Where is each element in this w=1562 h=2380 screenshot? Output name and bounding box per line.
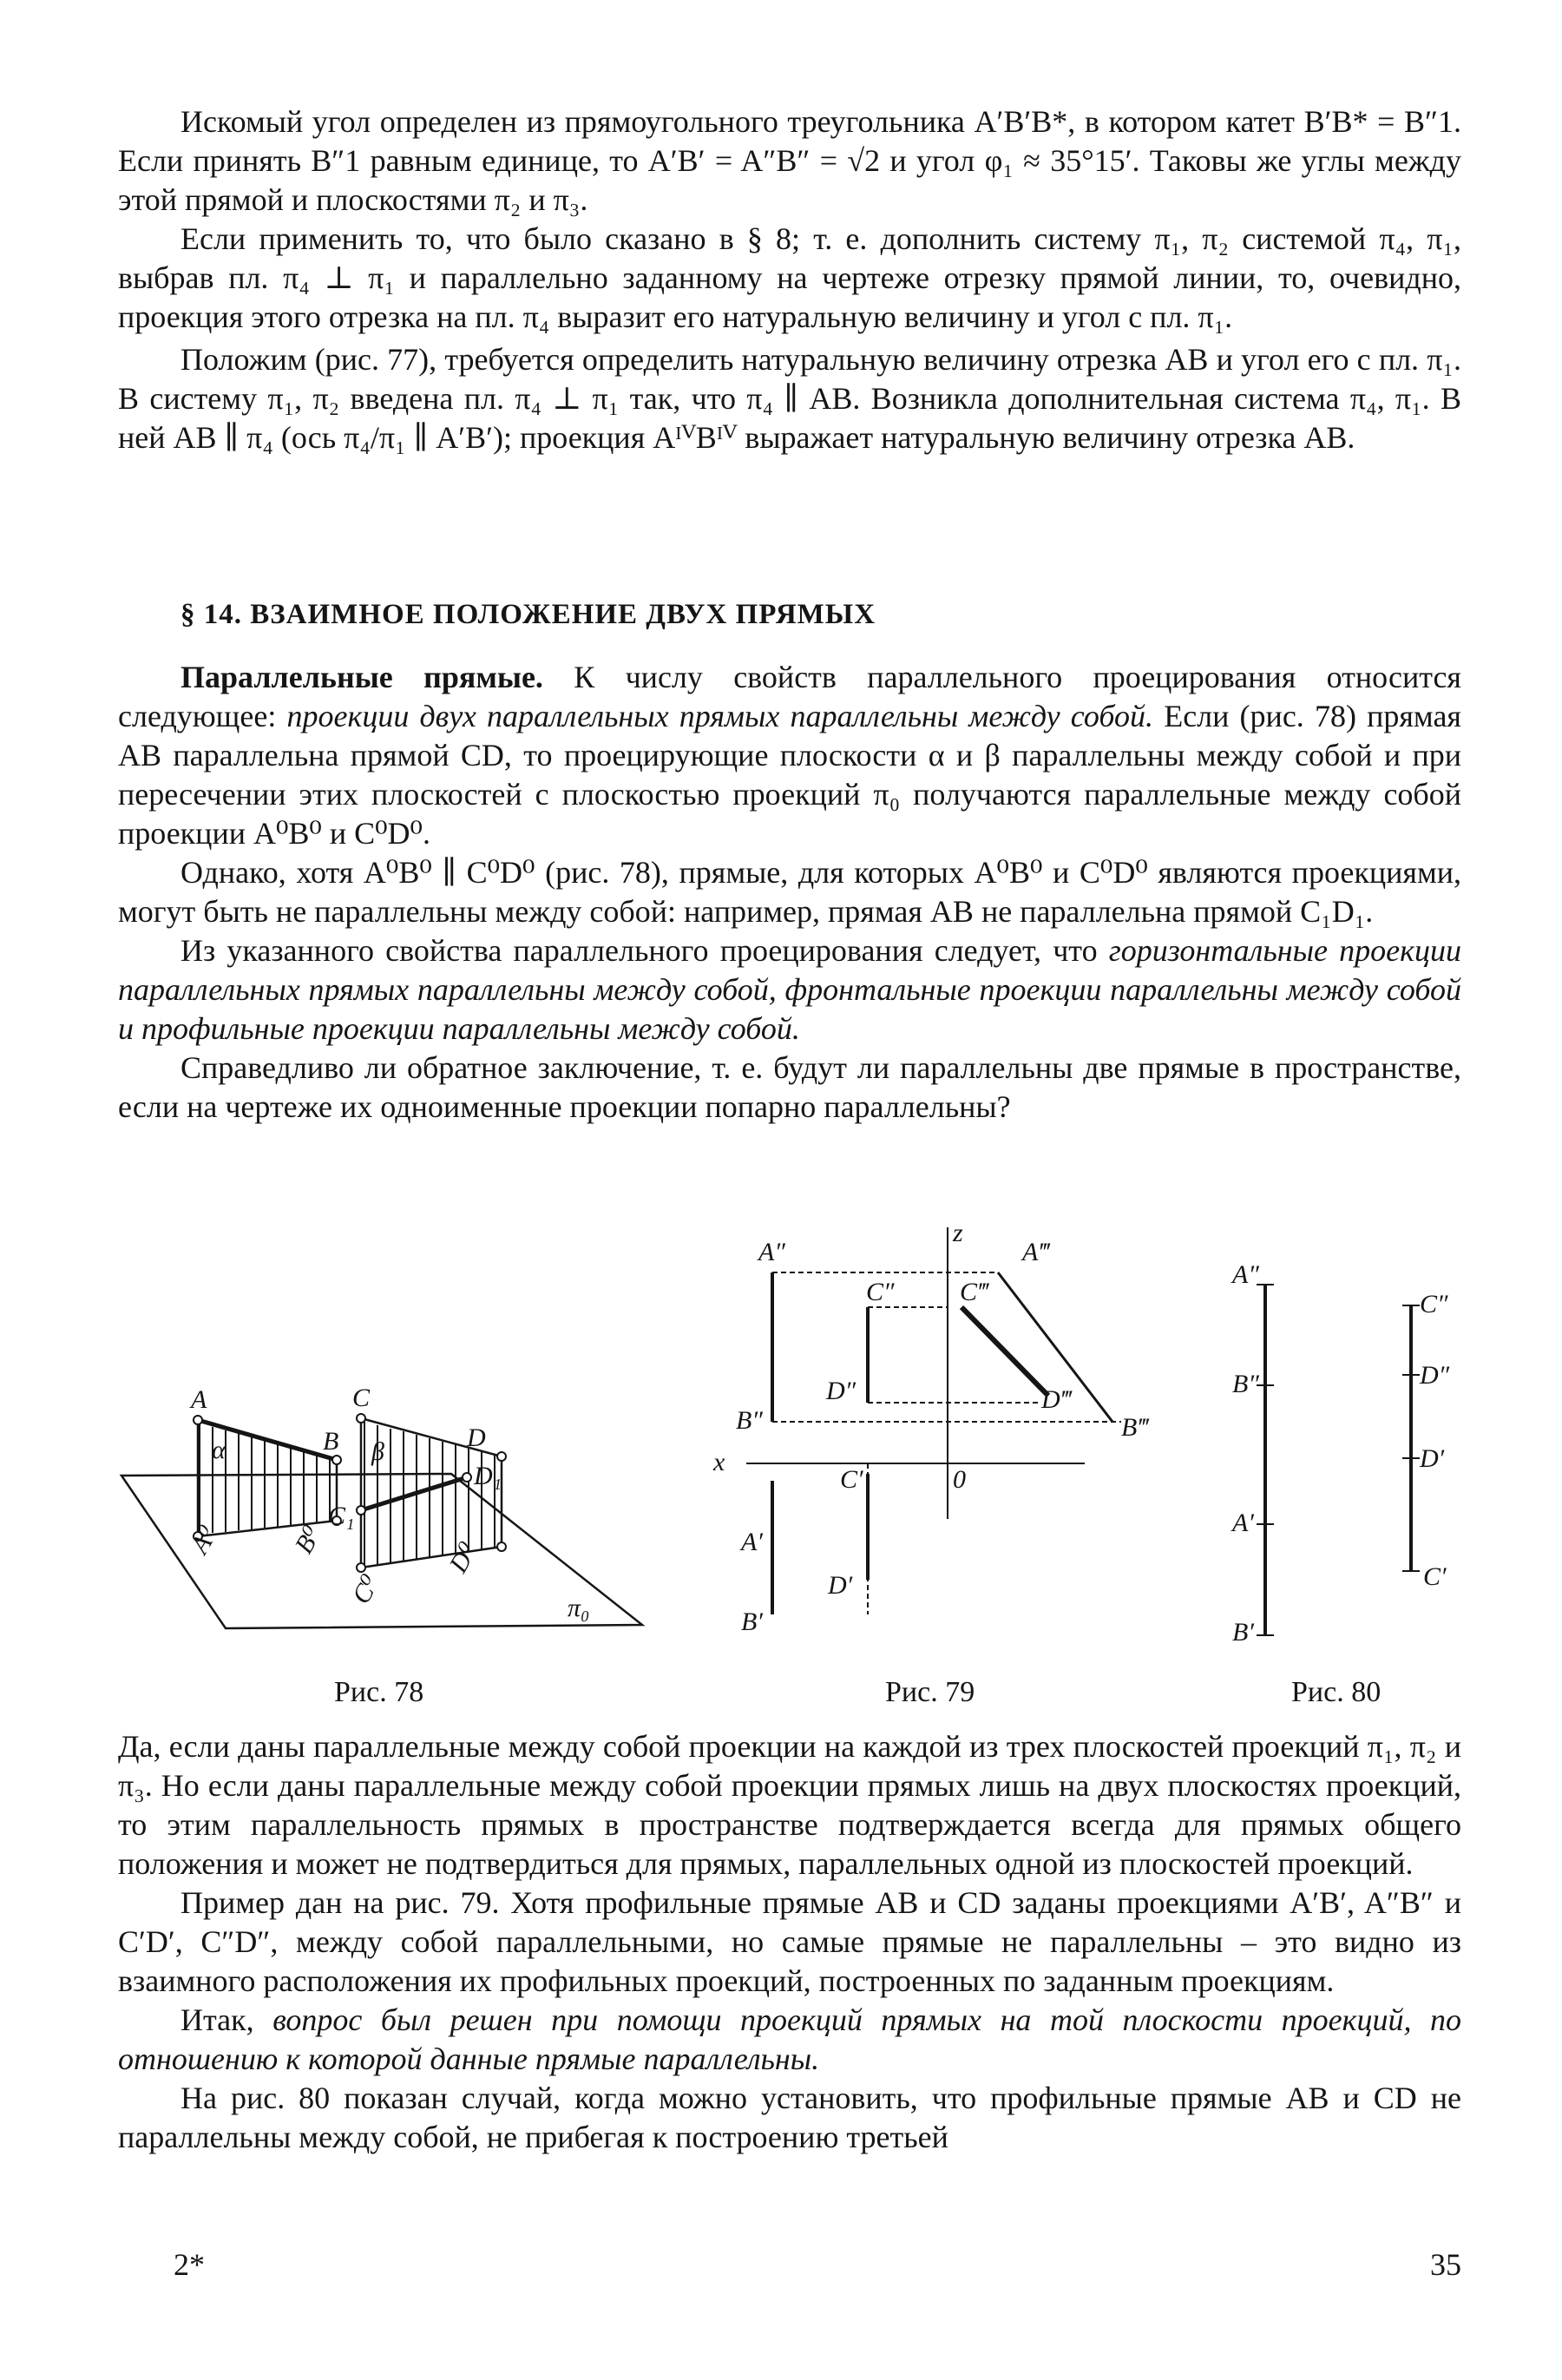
point-d: [497, 1452, 506, 1461]
label-c2: C″: [1420, 1290, 1448, 1318]
label-origin: 0: [953, 1465, 966, 1494]
point-d0: [497, 1542, 506, 1551]
label-c: C: [352, 1384, 371, 1412]
paragraph-8: Да, если даны параллельные между собой проекции на каждой из трех плоскостей проекций π₁, π₂ и π₃. Но если даны параллельные между собой проекции прямых лишь на двух плоскостях проекций, то этим параллельность прямых в пространстве подтверждается всегда для прямых общего положения и может не подтвердиться для прямых, параллельных одной из плоскостей проекций.: [118, 1729, 1461, 1881]
label-c1: C₁: [328, 1502, 355, 1530]
figure-78: [104, 1354, 660, 1719]
paragraph-4: [118, 658, 1461, 853]
paragraph-2: Если применить то, что было сказано в § 8; т. е. дополнить систему π₁, π₂ системой π₄, π₁, выбрав пл. π₄ ⊥ π₁ и параллельно заданному на чертеже отрезку прямой линии, то, очевидно, проекция этого отрезка на пл. π₄ выразит его натуральную величину и угол с пл. π₁.: [118, 221, 1461, 334]
paragraph-6-a: Из указанного свойства параллельного проецирования следует, что: [180, 933, 1109, 968]
figure-79: [703, 1215, 1189, 1719]
paragraph-9: Пример дан на рис. 79. Хотя профильные прямые AB и CD заданы проекциями A′B′, A″B″ и C′D′, C″D″, между собой параллельными, но самые прямые не параллельны – это видно из взаимного расположения их профильных проекций, построенных по заданным проекциям.: [118, 1885, 1461, 1998]
text-block-bottom: [118, 1727, 1461, 2157]
label-d1: D′: [1420, 1444, 1445, 1473]
point-d1: [463, 1473, 471, 1482]
paragraph-5: Однако, хотя A⁰B⁰ ∥ C⁰D⁰ (рис. 78), прямые, для которых A⁰B⁰ и C⁰D⁰ являются проекциями, могут быть не параллельны между собой: например, прямая AB не параллельна прямой C₁D₁.: [118, 855, 1461, 929]
label-c3: C‴: [960, 1278, 988, 1306]
label-a2: A″: [1232, 1260, 1259, 1289]
label-a1: A′: [1232, 1509, 1254, 1537]
paragraph-1: Искомый угол определен из прямоугольного треугольника A′B′B*, в котором катет B′B* = B″1. Если принять B″1 равным единице, то A′B′ = A″B″ = √2 и угол φ₁ ≈ 35°15′. Таковы же углы между этой прямой и плоскостями π₂ и π₃.: [118, 104, 1461, 217]
text-block-top: [118, 102, 1461, 457]
paragraph-10-italic: вопрос был решен при помощи проекций прямых на той плоскости проекций, по отношению к которой данные прямые параллельны.: [118, 2002, 1462, 2076]
paragraph-4-b: Если (рис. 78) прямая AB параллельна прямой CD, то проецирующие плоскости α и β параллельны между собой и при пересечении этих плоскостей с плоскостью проекций π₀ получаются параллельные между собой проекции A⁰B⁰ и C⁰D⁰.: [118, 699, 1461, 851]
footer-signature: 2*: [174, 2247, 205, 2282]
label-a0: A⁰: [185, 1521, 224, 1559]
label-b1: B′: [1232, 1618, 1254, 1647]
label-c0: C⁰: [346, 1570, 386, 1609]
label-b: B: [323, 1427, 339, 1456]
label-b2: B″: [1232, 1370, 1259, 1398]
label-c1: C′: [1423, 1562, 1447, 1591]
label-d0: D⁰: [443, 1537, 483, 1578]
line-c0d0: [361, 1547, 502, 1568]
caption-fig80: Рис. 80: [1291, 1676, 1382, 1708]
label-a2: A″: [758, 1238, 785, 1266]
paragraph-6: [118, 931, 1461, 1049]
label-a: A: [191, 1385, 207, 1414]
figure-80: [1215, 1215, 1475, 1719]
label-b0: B⁰: [289, 1521, 328, 1559]
paragraph-6-italic: горизонтальные проекции параллельных прямых параллельны между собой, фронтальные проекции параллельны между собой и профильные проекции параллельны между собой.: [118, 933, 1461, 1046]
label-alpha: α: [212, 1436, 226, 1464]
paragraph-10: [118, 2001, 1461, 2079]
label-d1: D₁: [474, 1462, 502, 1490]
paragraph-4-italic: проекции двух параллельных прямых параллельны между собой.: [286, 699, 1154, 733]
paragraph-10-a: Итак,: [180, 2002, 273, 2037]
paragraph-4-title: Параллельные прямые.: [180, 660, 543, 694]
label-b3: B‴: [1121, 1413, 1148, 1442]
point-c: [357, 1414, 365, 1423]
label-d1: D′: [828, 1571, 853, 1600]
paragraph-11: На рис. 80 показан случай, когда можно установить, что профильные прямые AB и CD не параллельны между собой, не прибегая к построению третьей: [118, 2081, 1461, 2154]
label-d: D: [467, 1423, 486, 1452]
paragraph-7: Справедливо ли обратное заключение, т. е. будут ли параллельны две прямые в пространстве, если на чертеже их одноименные проекции попарно параллельны?: [118, 1050, 1461, 1124]
caption-fig78: Рис. 78: [334, 1676, 424, 1708]
point-c1: [357, 1506, 365, 1515]
label-z: z: [953, 1219, 963, 1247]
page-number: 35: [1430, 2247, 1461, 2282]
label-d3: D‴: [1041, 1385, 1072, 1414]
label-a1: A′: [741, 1528, 763, 1556]
label-a3: A‴: [1022, 1238, 1049, 1266]
paragraph-4-a: К числу свойств параллельного проецирования относится следующее:: [118, 660, 1461, 733]
label-c1: C′: [840, 1465, 863, 1494]
point-b: [332, 1456, 341, 1464]
paragraph-3: Положим (рис. 77), требуется определить натуральную величину отрезка AB и угол его с пл. π₁. В систему π₁, π₂ введена пл. π₄ ⊥ π₁ так, что π₄ ∥ AB. Возникла дополнительная система π₄, π₁. В ней AB ∥ π₄ (ось π₄/π₁ ∥ A′B′); проекция AᴵⱽBᴵⱽ выражает натуральную величину отрезка AB.: [118, 342, 1461, 455]
caption-fig79: Рис. 79: [885, 1676, 975, 1708]
label-b2: B″: [736, 1406, 763, 1435]
section-heading: § 14. ВЗАИМНОЕ ПОЛОЖЕНИЕ ДВУХ ПРЯМЫХ: [180, 599, 876, 630]
text-block-middle: [118, 658, 1461, 1127]
label-beta: β: [371, 1437, 384, 1466]
label-x: x: [713, 1448, 725, 1476]
point-a: [194, 1416, 202, 1424]
label-d2: D″: [1420, 1361, 1450, 1390]
label-b1: B′: [741, 1607, 763, 1636]
label-c2: C″: [866, 1278, 895, 1306]
point-c0: [357, 1563, 365, 1572]
label-pi0: π₀: [568, 1594, 590, 1622]
label-d2: D″: [826, 1377, 856, 1405]
